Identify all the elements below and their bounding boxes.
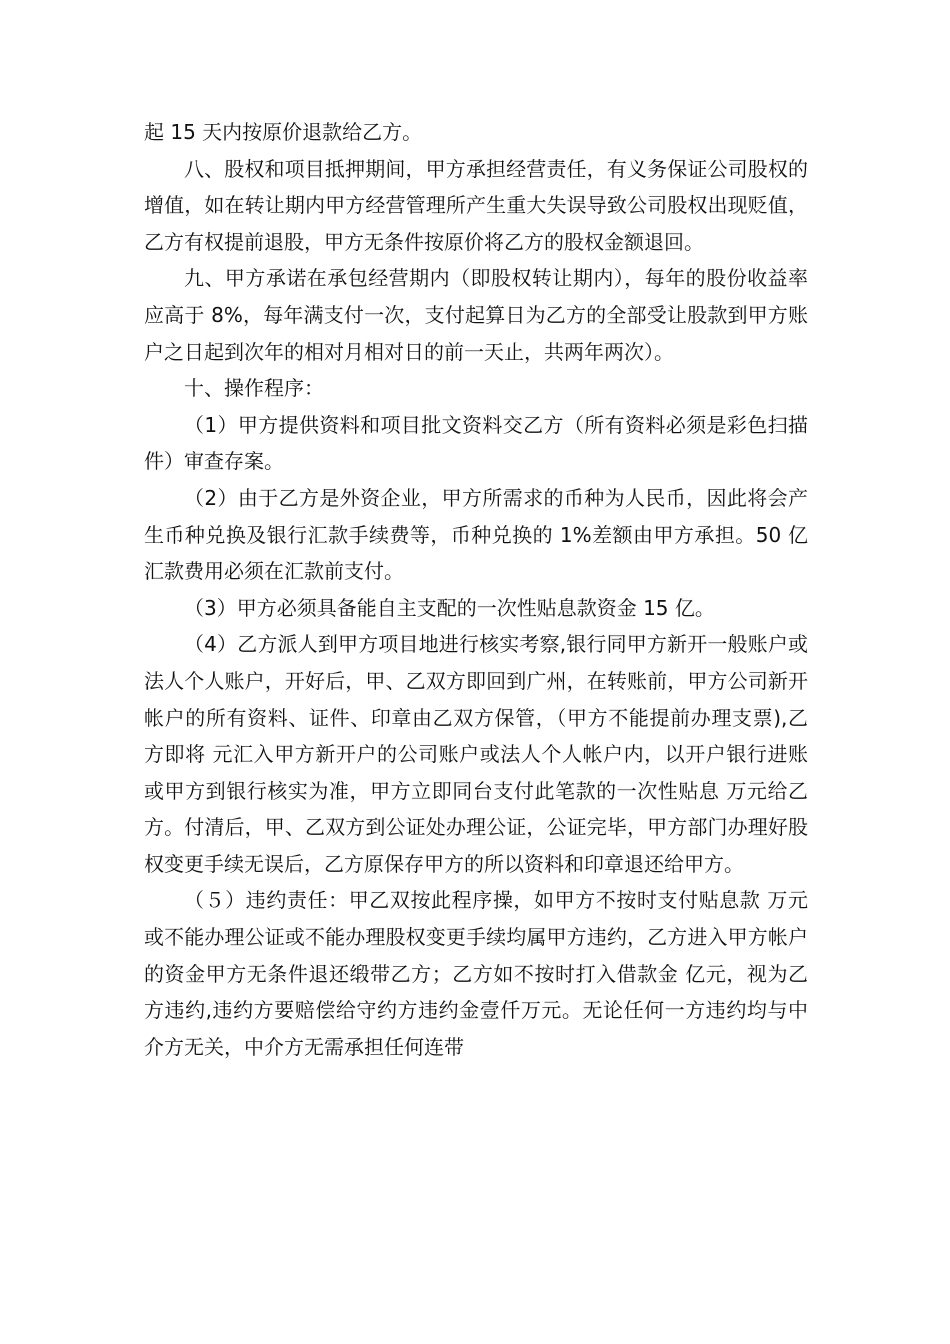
paragraph-clause-8: 八、股权和项目抵押期间，甲方承担经营责任，有义务保证公司股权的增值，如在转让期内甲方经营管理所产生重大失误导致公司股权出现贬值，乙方有权提前退股，甲方无条件按原价将乙方的股权金额退回。 <box>144 156 808 254</box>
paragraph-step-2: （2）由于乙方是外资企业，甲方所需求的币种为人民币，因此将会产生币种兑换及银行汇款手续费等，币种兑换的 1%差额由甲方承担。50 亿汇款费用必须在汇款前支付。 <box>144 485 808 584</box>
paragraph-step-3: （3）甲方必须具备能自主支配的一次性贴息款资金 15 亿。 <box>184 595 715 620</box>
paragraph-refund-terms: 起 15 天内按原价退款给乙方。 <box>144 120 423 144</box>
paragraph-step-4: （4）乙方派人到甲方项目地进行核实考察,银行同甲方新开一般账户或法人个人账户，开好后，甲、乙双方即回到广州，在转账前，甲方公司新开帐户的所有资料、证件、印章由乙双方保管，（甲方不能提前办理支票),乙方即将 元汇入甲方新开户的公司账户或法人个人帐户内，以开户银行进账或甲方到银行核实为准，甲方立即同台支付此笔款的一次性贴息 万元给乙方。付清后，甲、乙双方到公证处办理公证，公证完毕，甲方部门办理好股权变更手续无误后，乙方原保存甲方的所以资料和印章退还给甲方。 <box>144 632 808 876</box>
document-body <box>144 114 808 1065</box>
paragraph-clause-10-heading: 十、操作程序： <box>184 376 324 401</box>
paragraph-clause-9: 九、甲方承诺在承包经营期内（即股权转让期内），每年的股份收益率应高于 8%，每年满支付一次，支付起算日为乙方的全部受让股款到甲方账户之日起到次年的相对月相对日的前一天止，共两年两次）。 <box>144 266 808 364</box>
paragraph-step-1: （1）甲方提供资料和项目批文资料交乙方（所有资料必须是彩色扫描件）审查存案。 <box>144 412 808 474</box>
paragraph-step-5: （５）违约责任：甲乙双按此程序操，如甲方不按时支付贴息款 万元或不能办理公证或不能办理股权变更手续均属甲方违约，乙方进入甲方帐户的资金甲方无条件退还缎带乙方；乙方如不按时打入借款金 亿元，视为乙方违约,违约方要赔偿给守约方违约金壹仟万元。无论任何一方违约均与中介方无关，中介方无需承担任何连带 <box>144 888 808 1059</box>
